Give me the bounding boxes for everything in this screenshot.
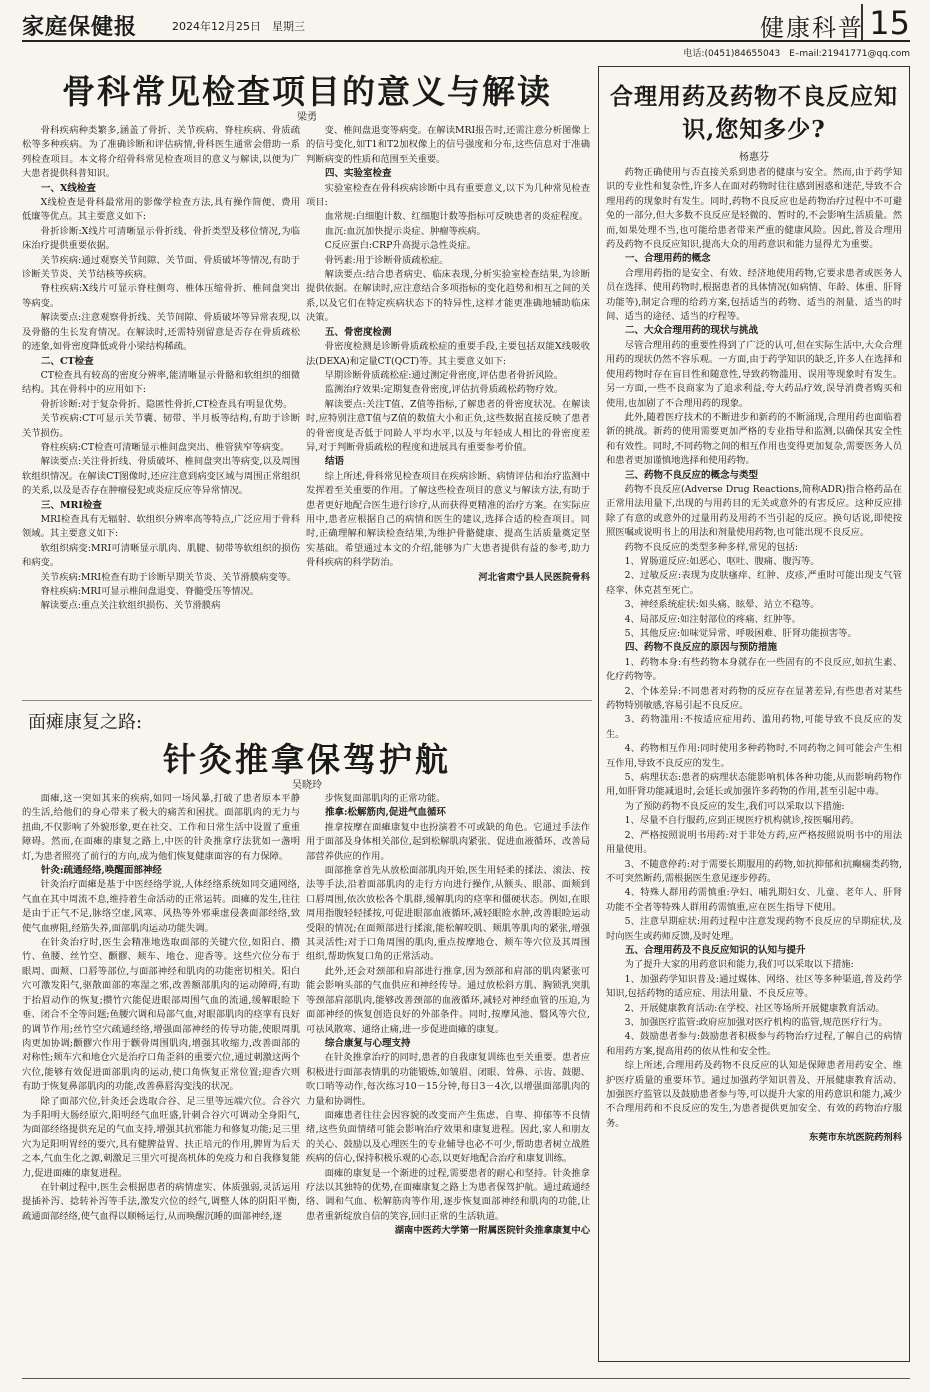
section-heading: 三、药物不良反应的概念与类型: [625, 469, 759, 481]
bottom-rule: [22, 1378, 910, 1379]
section-heading: 综合康复与心理支持: [325, 1037, 411, 1049]
paragraph: 关节疾病:MRI检查有助于诊断早期关节炎、关节滑膜病变等。: [40, 571, 297, 583]
paragraph: 关节疾病:CT可显示关节囊、韧带、半月板等结构,有助于诊断关节损伤。: [22, 413, 300, 439]
affiliation: 湖南中医药大学第一附属医院针灸推拿康复中心: [394, 1225, 590, 1237]
masthead-rule: [22, 40, 910, 42]
article2-column-left: [22, 792, 300, 1376]
paragraph: 软组织病变:MRI可清晰显示肌肉、肌腱、韧带等软组织的损伤和病变。: [22, 542, 300, 569]
section-heading: 五、合理用药及不良反应知识的认知与提升: [625, 944, 806, 956]
paragraph: 3、加强医疗监管:政府应加强对医疗机构的监管,规范医疗行为。: [624, 1016, 888, 1028]
affiliation: 东莞市东坑医院药剂科: [809, 1132, 902, 1144]
paragraph: 1、加强药学知识普及:通过媒体、网络、社区等多种渠道,普及药学知识,包括药物的适应症、用法用量、不良反应等。: [606, 973, 902, 1000]
paragraph: 早期诊断骨质疏松症:通过测定骨密度,评估患者骨折风险。: [324, 369, 564, 381]
paragraph: 骨折诊断:X线片可清晰显示骨折线、骨折类型及移位情况,为临床治疗提供重要依据。: [22, 225, 300, 252]
paragraph: 血沉:血沉加快提示炎症、肿瘤等疾病。: [324, 225, 486, 237]
masthead: [22, 4, 910, 42]
paragraph: C反应蛋白:CRP升高提示急性炎症。: [324, 240, 477, 252]
article1-column-right: [306, 124, 590, 700]
article1-column-left: [22, 124, 300, 700]
paragraph: 2、开展健康教育活动:在学校、社区等场所开展健康教育活动。: [624, 1002, 885, 1014]
paragraph: 4、药物相互作用:同时使用多种药物时,不同药物之间可能会产生相互作用,导致不良反应的发生。: [606, 743, 902, 769]
paragraph: 4、鼓励患者参与:鼓励患者积极参与药物治疗过程,了解自己的病情和用药方案,提高用药的依从性和安全性。: [606, 1031, 902, 1057]
issue-date: 2024年12月25日 星期三: [172, 20, 305, 33]
paragraph: 4、特殊人群用药需慎重:孕妇、哺乳期妇女、儿童、老年人、肝肾功能不全者等特殊人群用药需慎重,应在医生指导下使用。: [606, 887, 902, 913]
paragraph: 面瘫患者往往会因容貌的改变而产生焦虑、自卑、抑郁等不良情绪,这些负面情绪可能会影响治疗效果和康复进程。因此,家人和朋友的关心、鼓励以及心理医生的专业辅导也必不可少,帮助患者树立战胜疾病的信心,保持积极乐观的心态,以更好地配合治疗和康复训练。: [306, 1109, 590, 1165]
article3-author: 杨惠芬: [739, 152, 769, 163]
paragraph: 3、不随意停药:对于需要长期服用的药物,如抗抑郁和抗癫痫类药物,不可突然断药,需根据医生意见逐步停药。: [606, 858, 902, 884]
contact-info: 电话:(0451)84655043 E–mail:21941771@qq.com: [683, 49, 910, 59]
paragraph: 实验室检查在骨科疾病诊断中具有重要意义,以下为几种常见检查项目:: [306, 182, 590, 209]
section-name: 健康科普: [760, 14, 864, 42]
article2-column-right: [306, 792, 590, 1376]
paragraph: 为了预防药物不良反应的发生,我们可以采取以下措施:: [624, 800, 845, 812]
paragraph: 面瘫,这一突如其来的疾病,如同一场风暴,打破了患者原本平静的生活,给他们的身心带来了极大的痛苦和困扰。面部肌肉的无力与扭曲,不仅影响了外貌形象,更在社交、工作和日常生活中设置了重重障碍。然而,在面瘫的康复之路上,中医的针灸推拿疗法犹如一盏明灯,为患者照亮了前行的方向,成为他们恢复健康面容的有力保障。: [22, 793, 300, 862]
paragraph: 变、椎间盘退变等病变。在解读MRI报告时,还需注意分析图像上的信号变化,如T1和T2加权像上的信号强度和分布,这些信息对于准确判断病变的性质和范围至关重要。: [306, 125, 590, 165]
paragraph: 尽管合理用药的重要性得到了广泛的认可,但在实际生活中,大众合理用药的现状仍然不容乐观。一方面,由于药学知识的缺乏,许多人在选择和使用药物时存在盲目性和随意性,导致药物滥用、误用等现象时有发生。另一方面,一些不良商家为了追求利益,夸大药品疗效,误导消费者购买和使用,也加剧了不合理用药的现象。: [606, 339, 902, 409]
paragraph: 除了面部穴位,针灸还会选取合谷、足三里等远端穴位。合谷穴为手阳明大肠经原穴,阳明经气血旺盛,针刺合谷穴可调动全身阳气,为面部经络提供充足的气血支持,增强其抗邪能力和修复功能;足三里穴为足阳明胃经的要穴,具有健脾益胃、扶正培元的作用,脾胃为后天之本,气血生化之源,刺激足三里穴可提高机体的免疫力和自我修复能力,促进面瘫的康复进程。: [22, 1095, 300, 1179]
section-heading: 针灸:疏通经络,唤醒面部神经: [41, 865, 162, 877]
paragraph: CT检查具有较高的密度分辨率,能清晰显示骨骼和软组织的细微结构。其在骨科中的应用如下:: [22, 369, 300, 396]
paragraph: 监测治疗效果:定期复查骨密度,评估抗骨质疏松药物疗效。: [324, 384, 564, 396]
page-number: 15: [861, 4, 910, 42]
article1-title: 骨科常见检查项目的意义与解读: [62, 72, 552, 111]
paragraph: 3、药物滥用:不按适应症用药、滥用药物,可能导致不良反应的发生。: [606, 714, 902, 740]
section-heading: 三、MRI检查: [41, 499, 102, 511]
article-divider: [22, 700, 592, 701]
paragraph: 解读要点:关注T值、Z值等指标,了解患者的骨密度状况。在解读时,应特别注意T值与Z值的数值大小和正负,这些数据直接反映了患者的骨密度是否低于同龄人平均水平,以及与年轻成人相比的骨密度差异,对于判断骨质疏松的程度和进展具有重要参考价值。: [306, 398, 590, 453]
paragraph: 针灸治疗面瘫是基于中医经络学说,人体经络系统如同交通网络,气血在其中周流不息,维持着生命活动的正常运转。面瘫的发生,往往是由于正气不足,脉络空虚,风寒、风热等外邪乘虚侵袭面部经络,致使气血痹阻,经筋失养,面部肌肉运动功能失调。: [22, 879, 300, 934]
paragraph: 在针灸治疗时,医生会精准地选取面部的关键穴位,如阳白、攒竹、鱼腰、丝竹空、颧髎、颊车、地仓、迎香等。这些穴位分布于眼周、面颊、口唇等部位,与面部神经和肌肉的功能密切相关。阳白穴可激发阳气,驱散面部的寒湿之邪,改善额部肌肉的运动障碍,有助于抬眉动作的恢复;攒竹穴能促进眼部周围气血的流通,缓解眼睑下垂、闭合不全等问题;鱼腰穴调和局部气血,对眼部肌肉的痉挛有良好的调节作用;丝竹空穴疏通经络,增强面部神经的传导功能,使眼周肌肉更加协调;颧髎穴作用于颧骨周围肌肉,增强其收缩力,改善面部的对称性;颊车穴和地仓穴是治疗口角歪斜的重要穴位,通过刺激这两个穴位,能够有效促进面部肌肉的运动,使口角恢复正常位置;迎香穴则有助于恢复鼻部肌肉的功能,改善鼻唇沟变浅的状况。: [22, 937, 300, 1093]
paragraph: 此外,还会对颈部和肩部进行推拿,因为颈部和肩部的肌肉紧张可能会影响头部的气血供应和神经传导。通过放松斜方肌、胸锁乳突肌等颈部肩部肌肉,能够改善颈部的血液循环,减轻对神经血管的压迫,为面部神经的恢复创造良好的外部条件。同时,按摩风池、翳风等穴位,可祛风散寒、通络止痛,进一步促进面瘫的康复。: [306, 965, 590, 1035]
paragraph: 脊柱疾病:CT检查可清晰显示椎间盘突出、椎管狭窄等病变。: [40, 441, 290, 453]
paragraph: MRI检查具有无辐射、软组织分辨率高等特点,广泛应用于骨科领域。其主要意义如下:: [22, 513, 300, 540]
paragraph: 1、胃肠道反应:如恶心、呕吐、腹痛、腹泻等。: [624, 555, 820, 567]
paragraph: 骨折诊断:对于复杂骨折、隐匿性骨折,CT检查具有明显优势。: [40, 398, 293, 410]
article1-author: 梁勇: [297, 112, 317, 123]
section-heading: 五、骨密度检测: [325, 326, 392, 338]
section-heading: 二、大众合理用药的现状与挑战: [625, 325, 759, 337]
paragraph: 解读要点:结合患者病史、临床表现,分析实验室检查结果,为诊断提供依据。在解读时,应注意结合多项指标的变化趋势和相互之间的关系,以及它们在特定疾病状态下的特异性,这样才能更准确地辅助临床决策。: [306, 269, 590, 324]
article3-body: [606, 166, 902, 1356]
paragraph: 2、个体差异:不同患者对药物的反应存在显著差异,有些患者对某些药物特别敏感,容易引起不良反应。: [606, 685, 902, 712]
paragraph: 2、过敏反应:表现为皮肤瘙痒、红肿、皮疹,严重时可能出现支气管痉挛、休克甚至死亡。: [606, 570, 902, 596]
paragraph: 骨密度检测是诊断骨质疏松症的重要手段,主要包括双能X线吸收法(DEXA)和定量CT(QCT)等。其主要意义如下:: [306, 341, 590, 367]
paragraph: 脊柱疾病:MRI可显示椎间盘退变、脊髓受压等情况。: [40, 586, 260, 597]
article2-kicker: 面瘫康复之路:: [28, 712, 143, 733]
paragraph: 脊柱疾病:X线片可显示脊柱侧弯、椎体压缩骨折、椎间盘突出等病变。: [22, 283, 300, 309]
paragraph: 骨科疾病种类繁多,涵盖了骨折、关节疾病、脊柱疾病、骨质疏松等多种疾病。为了准确诊断和评估病情,骨科医生通常会借助一系列检查项目。本文将介绍骨科常见检查项目的意义与解读,以便为广大患者提供科普知识。: [22, 125, 300, 180]
article2-title: 针灸推拿保驾护航: [163, 740, 451, 779]
paragraph: 综上所述,合理用药及药物不良反应的认知是保障患者用药安全、维护医疗质量的重要环节。通过加强药学知识普及、开展健康教育活动、加强医疗监管以及鼓励患者参与等,可以提升大家的用药意识和能力,减少不合理用药和不良反应的发生,为患者提供更加安全、有效的药物治疗服务。: [606, 1060, 902, 1129]
paragraph: 步恢复面部肌肉的正常功能。: [324, 793, 446, 804]
paragraph: 4、局部反应:如注射部位的疼痛、红肿等。: [624, 613, 801, 625]
paragraph: 解读要点:注意观察骨折线、关节间隙、骨质破坏等异常表现,以及骨骼的生长发育情况。在解读时,还需特别留意是否存在骨质疏松的迹象,如骨密度降低或骨小梁结构稀疏。: [22, 312, 300, 353]
paragraph: 面瘫的康复是一个渐进的过程,需要患者的耐心和坚持。针灸推拿疗法以其独特的优势,在面瘫康复之路上为患者保驾护航。通过疏通经络、调和气血、松解筋肉等作用,逐步恢复面部神经和肌肉的功能,让患者重新绽放自信的笑容,回归正常的生活轨道。: [306, 1167, 590, 1222]
paragraph: 2、严格按照说明书用药:对于非处方药,应严格按照说明书中的用法用量使用。: [606, 829, 902, 856]
section-heading: 四、药物不良反应的原因与预防措施: [625, 642, 778, 654]
paragraph: 5、病理状态:患者的病理状态能影响机体各种功能,从而影响药物作用,如肝肾功能减退时,会延长或加强许多药物的作用,甚至引起中毒。: [606, 772, 902, 798]
paragraph: 5、其他反应:如味觉异常、呼吸困难、肝肾功能损害等。: [624, 628, 857, 639]
paragraph: 解读要点:重点关注软组织损伤、关节滑膜病: [40, 600, 221, 612]
paragraph: 5、注意早期症状:用药过程中注意发现药物不良反应的早期症状,及时向医生或药师反馈,及时处理。: [606, 916, 902, 942]
paragraph: 1、尽量不自行服药,应到正规医疗机构就诊,按医嘱用药。: [624, 815, 860, 827]
paragraph: 1、药物本身:有些药物本身就存在一些固有的不良反应,如抗生素、化疗药物等。: [606, 656, 902, 683]
paragraph: 血常规:白细胞计数、红细胞计数等指标可反映患者的炎症程度。: [324, 211, 589, 223]
paragraph: 药物正确使用与否直接关系到患者的健康与安全。然而,由于药学知识的专业性和复杂性,许多人在面对药物时往往感到困惑和迷茫,导致不合理用药的现象时有发生。同时,药物不良反应也是药物治疗过程中不可避免的一部分,但大多数不良反应是轻微的、暂时的,不会影响生活质量。然而,如果处理不当,也可能给患者带来严重的健康风险。因此,普及合理用药及药物不良反应知识,提高大众的用药意识和能力显得尤为重要。: [606, 167, 902, 251]
section-heading: 推拿:松解筋肉,促进气血循环: [325, 807, 446, 819]
paragraph: X线检查是骨科最常用的影像学检查方法,具有操作简便、费用低廉等优点。其主要意义如下:: [22, 197, 300, 223]
article2-author: 吴晓玲: [292, 780, 322, 791]
paragraph: 为了提升大家的用药意识和能力,我们可以采取以下措施:: [624, 959, 854, 971]
paragraph: 在针刺过程中,医生会根据患者的病情虚实、体质强弱,灵活运用提插补泻、捻转补泻等手法,激发穴位的经气,调整人体的阴阳平衡,疏通面部经络,使气血得以顺畅运行,从而唤醒沉睡的面部神经,逐: [22, 1181, 300, 1222]
section-heading: 一、合理用药的概念: [625, 253, 711, 265]
affiliation: 河北省肃宁县人民医院骨科: [478, 571, 590, 583]
paragraph: 此外,随着医疗技术的不断进步和新药的不断涌现,合理用药也面临着新的挑战。新药的使用需要更加严格的专业指导和监测,以确保其安全性和有效性。同时,不同药物之间的相互作用也变得更加复杂,需要医务人员和患者更加谨慎地选择和使用药物。: [606, 411, 902, 467]
paragraph: 药物不良反应的类型多种多样,常见的包括:: [624, 541, 799, 553]
article3-title: 合理用药及药物不良反应知识,您知多少?: [610, 83, 898, 143]
paragraph: 关节疾病:通过观察关节间隙、关节面、骨质破坏等情况,有助于诊断关节炎、关节结核等疾病。: [22, 254, 300, 281]
paragraph: 解读要点:关注骨折线、骨质破坏、椎间盘突出等病变,以及周围软组织情况。在解读CT图像时,还应注意到病变区域与周围正常组织的关系,以及是否存在肿瘤侵犯或炎症反应等异常情况。: [22, 456, 300, 497]
paragraph: 在针灸推拿治疗的同时,患者的自我康复训练也至关重要。患者应积极进行面部表情肌的功能锻炼,如皱眉、闭眼、耸鼻、示齿、鼓腮、吹口哨等动作,每次练习10－15分钟,每日3－4次,以增强面部肌肉的力量和协调性。: [306, 1052, 590, 1107]
paragraph: 合理用药指的是安全、有效、经济地使用药物,它要求患者或医务人员在选择、使用药物时,根据患者的具体情况(如病情、年龄、体重、肝肾功能等),制定合理的给药方案,包括适当的药物、适当的剂量、适当的时间、适当的途径、适当的疗程等。: [606, 267, 902, 323]
paragraph: 推拿按摩在面瘫康复中也扮演着不可或缺的角色。它通过手法作用于面部及身体相关部位,起到松解肌肉紧张、促进血液循环、改善局部营养供应的作用。: [306, 821, 590, 862]
paragraph: 药物不良反应(Adverse Drug Reactions,简称ADR)指合格药品在正常用法用量下,出现的与用药目的无关或意外的有害反应。这种反应排除了有意的或意外的过量用药及用药不当引起的反应。换句话说,即使按照医嘱或说明书上的用法和剂量使用药物,也可能出现不良反应。: [606, 483, 902, 539]
section-heading: 二、CT检查: [41, 355, 94, 367]
paragraph: 骨钙素:用于诊断骨质疏松症。: [324, 254, 449, 266]
paper-name: 家庭保健报: [22, 14, 138, 40]
paragraph: 3、神经系统症状:如头痛、眩晕、站立不稳等。: [624, 599, 820, 611]
section-heading: 一、X线检查: [41, 182, 96, 194]
section-heading: 四、实验室检查: [325, 168, 392, 180]
paragraph: 综上所述,骨科常见检查项目在疾病诊断、病情评估和治疗监测中发挥着至关重要的作用。了解这些检查项目的意义与解读方法,有助于患者更好地配合医生进行诊疗,从而获得更精准的治疗方案。在实际应用中,患者应根据自己的病情和医生的建议,选择合适的检查项目。同时,正确理解和解读检查结果,为维护骨骼健康、提高生活质量奠定坚实基础。希望通过本文的介绍,能够为广大患者提供有益的参考,助力骨科疾病的科学防治。: [306, 470, 590, 569]
section-heading: 结语: [325, 456, 345, 468]
paragraph: 面部推拿首先从放松面部肌肉开始,医生用轻柔的揉法、滚法、按法等手法,沿着面部肌肉的走行方向进行操作,从额头、眼部、面颊到口唇周围,依次放松各个肌群,缓解肌肉的痉挛和僵硬状态。例如,在眼周用指腹轻轻揉按,可促进眼部血液循环,减轻眼睑水肿,改善眼睑运动受限的情况;在面颊部进行揉滚,能松解咬肌、颊肌等肌肉的紧张,增强其灵活性;对于口角周围的肌肉,重点按摩地仓、颊车等穴位及其周围组织,帮助恢复口角的正常活动。: [306, 865, 590, 963]
